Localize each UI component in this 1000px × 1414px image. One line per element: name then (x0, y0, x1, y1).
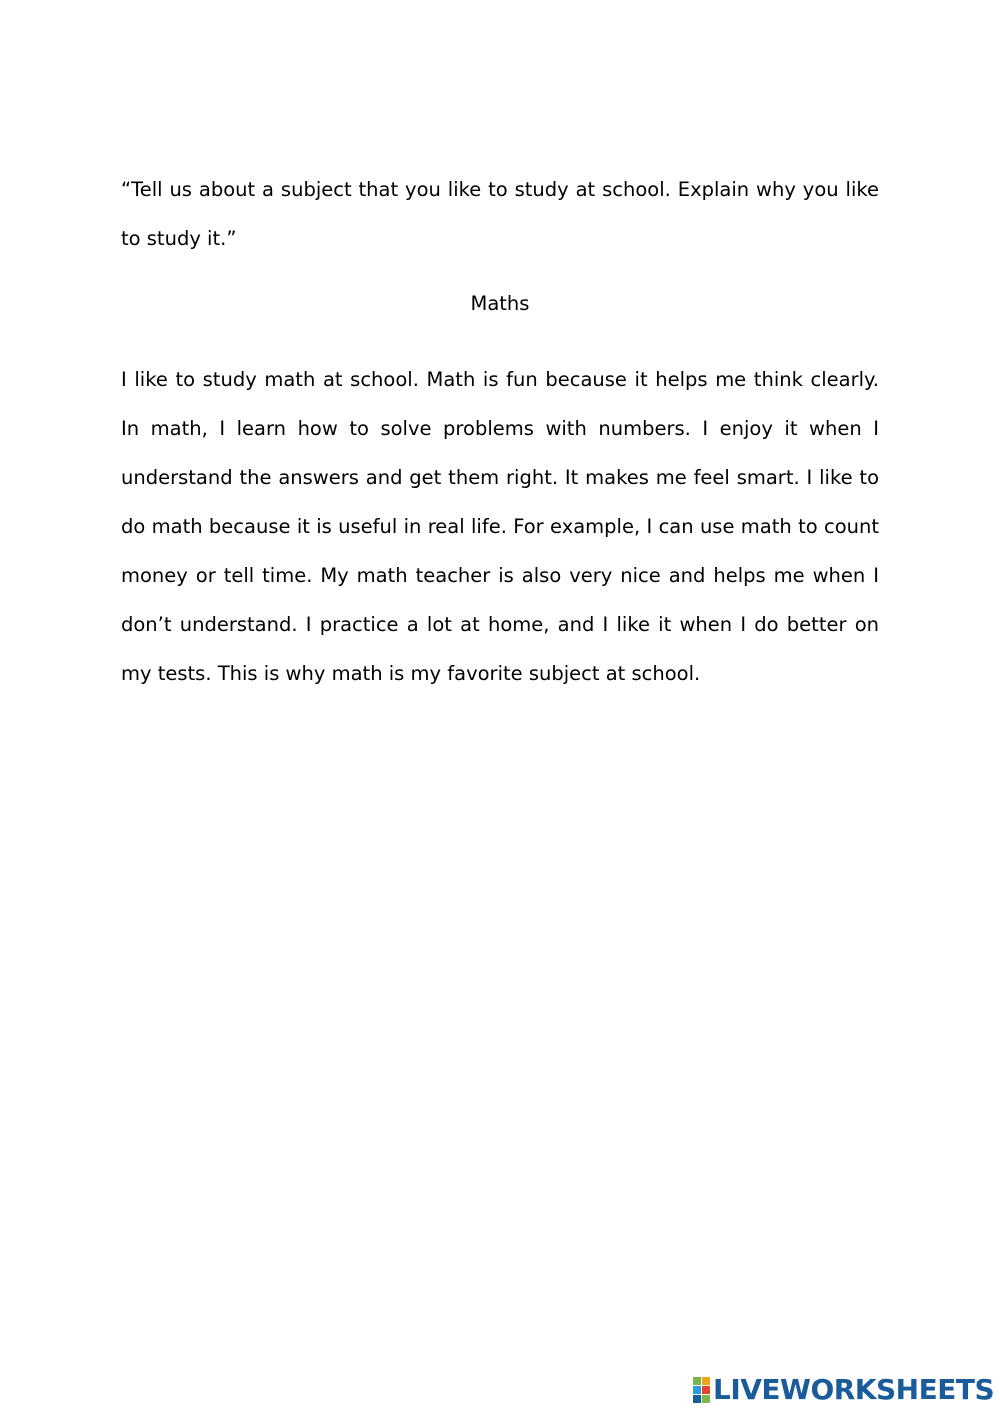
essay-title: Maths (470, 292, 530, 315)
writing-prompt: “Tell us about a subject that you like to study at school. Explain why you like to study it.” (121, 178, 879, 250)
brand-name: LIVEWORKSHEETS (713, 1373, 995, 1406)
essay-body: I like to study math at school. Math is fun because it helps me think clearly. In math, I learn how to solve problems with numbers. I enjoy it when I understand the answers and get them right. It makes me feel smart. I like to do math because it is useful in real life. For example, I can use math to count money or tell time. My math teacher is also very nice and helps me when I don’t understand. I practice a lot at home, and I like it when I do better on my tests. This is why math is my favorite subject at school. (121, 368, 879, 685)
liveworksheets-logo-icon (693, 1377, 711, 1403)
liveworksheets-logo (693, 1374, 994, 1406)
